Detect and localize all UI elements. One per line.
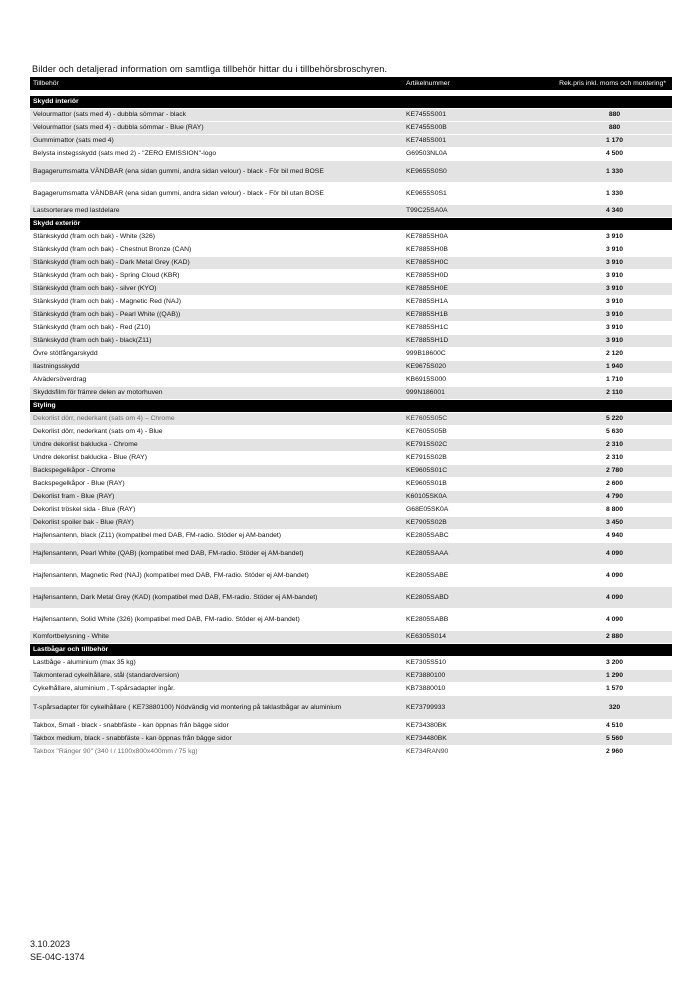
article-number: K60105SK0A — [406, 493, 447, 501]
price: 4 500 — [605, 150, 623, 158]
article-number: KE7305S510 — [406, 659, 447, 667]
accessory-name: Velourmattor (sats med 4) - dubbla sömmar - Blue (RAY) — [33, 124, 204, 132]
price: 4 090 — [605, 549, 623, 557]
article-number: KE73799933 — [406, 703, 446, 711]
article-number: KE734480BK — [406, 735, 447, 743]
price: 1 170 — [605, 137, 623, 145]
section-header — [30, 96, 672, 109]
price: 3 450 — [605, 519, 623, 527]
price: 8 800 — [605, 506, 623, 514]
table-row — [30, 335, 672, 348]
table-row — [30, 122, 672, 135]
accessory-name: Stänkskydd (fram och bak) - Dark Metal Grey (KAD) — [33, 259, 190, 267]
article-number: KE7605S05B — [406, 428, 447, 436]
table-row — [30, 135, 672, 148]
accessory-name: Dekorlist dörr, nederkant (sats om 4) - Blue — [33, 428, 163, 436]
accessory-name: Hajfensantenn, Magnetic Red (NAJ) (kompatibel med DAB, FM-radio. Stöder ej AM-bandet) — [33, 571, 309, 579]
accessory-name: Undre dekorlist baklucka - Chrome — [33, 441, 138, 449]
price: 320 — [608, 703, 621, 711]
table-row — [30, 517, 672, 530]
article-number: 999N186001 — [406, 389, 445, 397]
price: 880 — [608, 111, 621, 119]
article-number: KE7455S001 — [406, 111, 447, 119]
article-number: KE2805SABC — [406, 532, 449, 540]
price: 1 940 — [605, 363, 623, 371]
price: 2 960 — [605, 748, 623, 756]
table-row — [30, 296, 672, 309]
article-number: KE7905S02B — [406, 519, 447, 527]
table-row — [30, 491, 672, 504]
header-article-number: Artikelnummer — [406, 79, 450, 87]
header-accessory: Tillbehör — [33, 79, 59, 87]
table-row — [30, 683, 672, 696]
article-number: KE9605S01B — [406, 480, 447, 488]
table-header — [30, 77, 672, 91]
price: 2 600 — [605, 480, 623, 488]
price: 3 910 — [605, 337, 623, 345]
article-number: KE9675S020 — [406, 363, 447, 371]
price: 4 090 — [605, 571, 623, 579]
accessory-name: Stänkskydd (fram och bak) - Red (Z10) — [33, 324, 151, 332]
section-header — [30, 218, 672, 231]
article-number: 999B18600C — [406, 350, 446, 358]
article-number: KE9655S0S0 — [406, 167, 447, 175]
table-row — [30, 631, 672, 644]
table-row — [30, 374, 672, 387]
table-row — [30, 231, 672, 244]
table-row — [30, 205, 672, 218]
table-row — [30, 452, 672, 465]
accessory-name: Dekorlist tröskel sida - Blue (RAY) — [33, 506, 136, 514]
section-title: Skydd interiör — [33, 98, 79, 106]
accessory-name: Takmonterad cykelhållare, stål (standardversion) — [33, 672, 180, 680]
table-row — [30, 109, 672, 122]
article-number: KB73880010 — [406, 685, 446, 693]
price: 2 120 — [605, 350, 623, 358]
accessory-name: Övre stötfångarskydd — [33, 350, 98, 358]
article-number: KE7915S02B — [406, 454, 447, 462]
accessory-name: Lastsorterare med lastdelare — [33, 207, 120, 215]
price: 2 110 — [606, 389, 623, 397]
accessory-name: Ilastningsskydd — [33, 363, 80, 371]
section-title: Lastbågar och tillbehör — [33, 646, 109, 654]
price: 3 910 — [605, 272, 623, 280]
article-number: KE7885SH1D — [406, 337, 449, 345]
article-number: KE7455S00B — [406, 124, 447, 132]
section-header — [30, 644, 672, 657]
table-row — [30, 696, 672, 720]
article-number: KE73880100 — [406, 672, 446, 680]
table-row — [30, 322, 672, 335]
table-row — [30, 309, 672, 322]
article-number: KE7885SH1A — [406, 298, 448, 306]
price: 2 780 — [605, 467, 623, 475]
accessory-name: Undre dekorlist baklucka - Blue (RAY) — [33, 454, 147, 462]
price: 3 910 — [605, 285, 623, 293]
accessory-name: Takbox, Small - black - snabbfäste - kan öppnas från bägge sidor — [33, 722, 229, 730]
accessory-name: Bagagerumsmatta VÄNDBAR (ena sidan gummi, andra sidan velour) - black - För bil med BOSE — [33, 167, 324, 175]
price: 1 710 — [605, 376, 623, 384]
table-row — [30, 733, 672, 746]
footer-date: 3.10.2023 — [30, 939, 71, 949]
price: 4 510 — [605, 722, 623, 730]
section-title: Skydd exteriör — [33, 220, 81, 228]
price: 2 310 — [605, 454, 623, 462]
article-number: KE7885SH1B — [406, 311, 448, 319]
accessory-name: Dekorlist dörr, nederkant (sats om 4) – Chrome — [33, 415, 175, 423]
price: 1 290 — [605, 672, 623, 680]
footer-code: SE-04C-1374 — [30, 952, 85, 962]
table-row — [30, 244, 672, 257]
article-number: KE6305S014 — [406, 633, 447, 641]
article-number: KE2805SABB — [406, 615, 449, 623]
accessory-name: Stänkskydd (fram och bak) - Spring Cloud (KBR) — [33, 272, 180, 280]
article-number: KE9655S0S1 — [406, 189, 447, 197]
table-row — [30, 183, 672, 205]
article-number: KE734380BK — [406, 722, 447, 730]
article-number: KE7915S02C — [406, 441, 448, 449]
article-number: G68E05SK0A — [406, 506, 449, 514]
accessory-name: Bagagerumsmatta VÄNDBAR (ena sidan gummi, andra sidan velour) - black - För bil utan BOSE — [33, 189, 324, 197]
accessory-name: Takbox "Ränger 90" (340 l / 1100x800x400mm / 75 kg) — [33, 748, 198, 756]
accessory-name: Dekorlist fram - Blue (RAY) — [33, 493, 115, 501]
price: 2 880 — [605, 633, 623, 641]
table-row — [30, 587, 672, 609]
accessory-name: Skyddsfilm för främre delen av motorhuven — [33, 389, 163, 397]
header-price: Rek.pris inkl. moms och montering* — [559, 79, 666, 87]
accessory-name: Lastbåge - aluminium (max 35 kg) — [33, 659, 136, 667]
accessory-name: Dekorlist spoiler bak - Blue (RAY) — [33, 519, 134, 527]
accessory-name: Stänkskydd (fram och bak) - silver (KYO) — [33, 285, 157, 293]
price: 1 330 — [605, 167, 623, 175]
table-row — [30, 543, 672, 565]
section-title: Styling — [33, 402, 56, 410]
article-number: KE7885SH0B — [406, 246, 448, 254]
table-row — [30, 657, 672, 670]
accessory-name: Cykelhållare, aluminium , T-spårsadapter ingår. — [33, 685, 175, 693]
table-row — [30, 439, 672, 452]
article-number: KE7485S001 — [406, 137, 447, 145]
price: 4 090 — [605, 615, 623, 623]
article-number: KE7885SH0A — [406, 233, 448, 241]
section-header — [30, 400, 672, 413]
table-row — [30, 565, 672, 587]
table-row — [30, 426, 672, 439]
accessory-name: Backspegelkåpor - Chrome — [33, 467, 116, 475]
price: 1 330 — [605, 189, 623, 197]
price: 1 570 — [605, 685, 623, 693]
accessory-name: Komfortbelysning - White — [33, 633, 109, 641]
article-number: G69503NL0A — [406, 150, 448, 158]
article-number: KE2805SABE — [406, 571, 449, 579]
article-number: KE7885SH0E — [406, 285, 448, 293]
article-number: KB6915S000 — [406, 376, 447, 384]
accessory-name: Hajfensantenn, Pearl White (QAB) (kompatibel med DAB, FM-radio. Stöder ej AM-bandet) — [33, 549, 304, 557]
table-row — [30, 504, 672, 517]
table-row — [30, 746, 672, 759]
accessory-name: Velourmattor (sats med 4) - dubbla sömmar - black — [33, 111, 186, 119]
table-row — [30, 361, 672, 374]
article-number: KE2805SAAA — [406, 549, 449, 557]
accessory-name: Stänkskydd (fram och bak) - Pearl White ((QAB)) — [33, 311, 181, 319]
accessory-name: Alvädersöverdrag — [33, 376, 87, 384]
price: 3 910 — [605, 233, 623, 241]
price: 3 910 — [605, 324, 623, 332]
article-number: KE2805SABD — [406, 593, 449, 601]
table-row — [30, 465, 672, 478]
table-row — [30, 387, 672, 400]
accessory-name: Stänkskydd (fram och bak) - Magnetic Red (NAJ) — [33, 298, 182, 306]
article-number: T99C25SA0A — [406, 207, 448, 215]
table-row — [30, 283, 672, 296]
accessories-table — [30, 77, 672, 759]
price: 3 910 — [605, 311, 623, 319]
article-number: KE734RAN90 — [406, 748, 449, 756]
article-number: KE7885SH0D — [406, 272, 449, 280]
price: 2 310 — [605, 441, 623, 449]
price: 4 340 — [605, 207, 623, 215]
table-row — [30, 413, 672, 426]
price: 3 910 — [605, 259, 623, 267]
article-number: KE7885SH0C — [406, 259, 449, 267]
table-row — [30, 148, 672, 161]
article-number: KE7885SH1C — [406, 324, 449, 332]
price: 880 — [608, 124, 621, 132]
table-row — [30, 348, 672, 361]
accessory-name: Gummimattor (sats med 4) — [33, 137, 114, 145]
article-number: KE9605S01C — [406, 467, 448, 475]
table-row — [30, 478, 672, 491]
price: 4 790 — [605, 493, 623, 501]
accessory-name: Stänkskydd (fram och bak) - Chestnut Bronze (CAN) — [33, 246, 192, 254]
accessory-name: Backspegelkåpor - Blue (RAY) — [33, 480, 125, 488]
price: 4 090 — [605, 593, 623, 601]
accessory-name: Hajfensantenn, Dark Metal Grey (KAD) (kompatibel med DAB, FM-radio. Stöder ej AM-bandet) — [33, 593, 318, 601]
accessory-name: Belysta instegsskydd (sats med 2) - "ZERO EMISSION"-logo — [33, 150, 217, 158]
table-row — [30, 720, 672, 733]
accessory-name: Stänkskydd (fram och bak) - White (326) — [33, 233, 156, 241]
price: 5 220 — [605, 415, 623, 423]
table-row — [30, 257, 672, 270]
table-row — [30, 270, 672, 283]
accessory-name: Hajfensantenn, black (Z11) (kompatibel med DAB, FM-radio. Stöder ej AM-bandet) — [33, 532, 282, 540]
accessory-name: T-spårsadapter för cykelhållare ( KE73880100) Nödvändig vid montering på taklastbågar av aluminium — [33, 703, 342, 711]
accessory-name: Hajfensantenn, Solid White (326) (kompatibel med DAB, FM-radio. Stöder ej AM-bandet) — [33, 615, 300, 623]
price: 4 940 — [605, 532, 623, 540]
table-row — [30, 530, 672, 543]
accessory-name: Stänkskydd (fram och bak) - black(Z11) — [33, 337, 152, 345]
table-row — [30, 161, 672, 183]
table-row — [30, 670, 672, 683]
price: 3 200 — [605, 659, 623, 667]
table-row — [30, 609, 672, 631]
intro-text: Bilder och detaljerad information om samtliga tillbehör hittar du i tillbehörsbroschyren. — [32, 64, 388, 74]
price: 5 630 — [605, 428, 623, 436]
price: 3 910 — [605, 246, 623, 254]
price: 5 560 — [605, 735, 623, 743]
accessory-name: Takbox medium, black - snabbfäste - kan öppnas från bägge sidor — [33, 735, 232, 743]
article-number: KE7605S05C — [406, 415, 448, 423]
price: 3 910 — [605, 298, 623, 306]
